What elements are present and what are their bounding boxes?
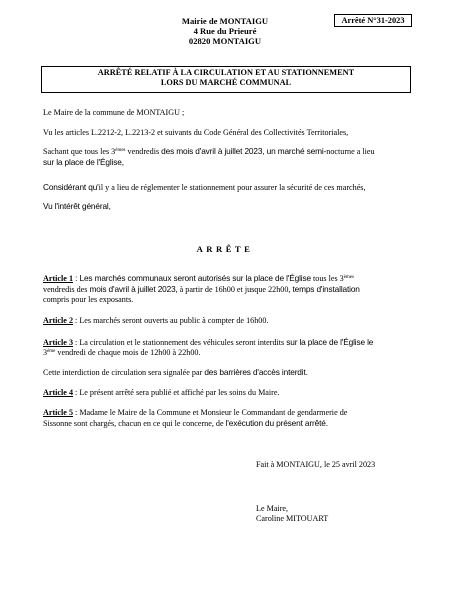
article-1-text-g: compris pour les exposants. (43, 295, 134, 305)
p3-text-b: vendredis (125, 147, 162, 156)
article-3-text-b: sur la place de l'Église le (286, 337, 374, 347)
article-5-label: Article 5 (43, 408, 74, 417)
p3-superscript: èmes (115, 148, 126, 153)
signatory-role: Le Maire, (256, 504, 289, 513)
p3-text-c: des mois d'avril à juillet 2023, un marché semi (161, 146, 324, 156)
p4-text-b: il y a lieu de réglementer le stationnement pour assurer la sécurité de ces marchés, (98, 183, 366, 192)
article-3-text-c: 3 (43, 348, 48, 358)
p3-text-d: -nocturne a lieu (323, 147, 375, 156)
article-5-text-a: : Madame le Maire de la Commune et Monsieur le Commandant de gendarmerie de (73, 408, 348, 417)
article-3-note-text-b: des barrières d'accès interdit. (204, 367, 308, 377)
preamble-mayor: Le Maire de la commune de MONTAIGU ; (43, 108, 185, 117)
article-1 (43, 273, 413, 306)
preamble-legal-basis: Vu les articles L.2212-2, L.2213-2 et suivants du Code Général des Collectivités Territoriales, (43, 128, 349, 137)
article-4-label: Article 4 (43, 388, 74, 397)
article-4-text: : Le présent arrêté sera publié et affiché par les soins du Maire. (73, 388, 280, 397)
article-5-text-b: Sissonne sont chargés, chacun en ce qui le concerne, de (43, 419, 226, 429)
preamble-considering (43, 182, 413, 193)
article-5 (43, 408, 413, 429)
article-1-text-c: vendredis des (43, 285, 90, 295)
title-line-1: ARRÊTÉ RELATIF À LA CIRCULATION ET AU STATIONNEMENT (97, 68, 355, 77)
arrete-heading: ARRÊTE (196, 244, 254, 254)
preamble-general-interest: Vu l'intérêt général, (43, 201, 111, 211)
article-3-superscript: ème (47, 349, 56, 355)
article-3-text-d: vendredi de chaque mois de 12h00 à 22h00. (55, 348, 201, 358)
decree-title-box (41, 66, 411, 93)
reference-box: Arrêté N°31-2023 (334, 14, 412, 27)
article-1-text-a: : Les marchés communaux seront autorisés sur la place de l'Église (73, 273, 311, 283)
article-1-text-d: mois d'avril à juillet 2023 (89, 284, 176, 295)
article-1-text-f: temps d'installation (292, 284, 360, 295)
article-3-text-a: : La circulation et le stationnement des véhicules seront interdits (73, 338, 287, 347)
article-5-text-c: l'exécution du présent arrêté. (225, 418, 328, 429)
article-2-label: Article 2 (43, 316, 74, 325)
preamble-market-context (43, 146, 413, 168)
p3-text-e: sur la place de l'Église, (43, 157, 124, 168)
article-2-text: : Les marchés seront ouverts au public à compter de 16h00. (73, 316, 269, 325)
article-3-label: Article 3 (43, 338, 74, 347)
article-1-superscript: èmes (343, 275, 354, 280)
article-1-text-b: tous les 3 (310, 274, 344, 283)
article-1-label: Article 1 (43, 274, 74, 283)
place-and-date: Fait à MONTAIGU, le 25 avril 2023 (256, 460, 376, 469)
p3-text-a: Sachant que tous les 3 (43, 147, 116, 156)
title-line-2: LORS DU MARCHÉ COMMUNAL (160, 78, 292, 88)
header-line-3: 02820 MONTAIGU (188, 36, 262, 47)
p4-text-a: Considérant qu' (43, 182, 99, 192)
article-4 (43, 388, 413, 398)
article-3 (43, 337, 413, 358)
article-1-text-e: , à partir de 16h00 et jusque 22h00, (175, 285, 293, 295)
header-line-2: 4 Rue du Prieuré (193, 26, 257, 37)
signatory-name: Caroline MITOUART (256, 514, 329, 523)
article-2 (43, 316, 413, 326)
article-3-note-text-a: Cette interdiction de circulation sera signalée par (43, 368, 205, 377)
header-line-1: Mairie de MONTAIGU (181, 16, 269, 26)
article-3-note (43, 367, 413, 378)
